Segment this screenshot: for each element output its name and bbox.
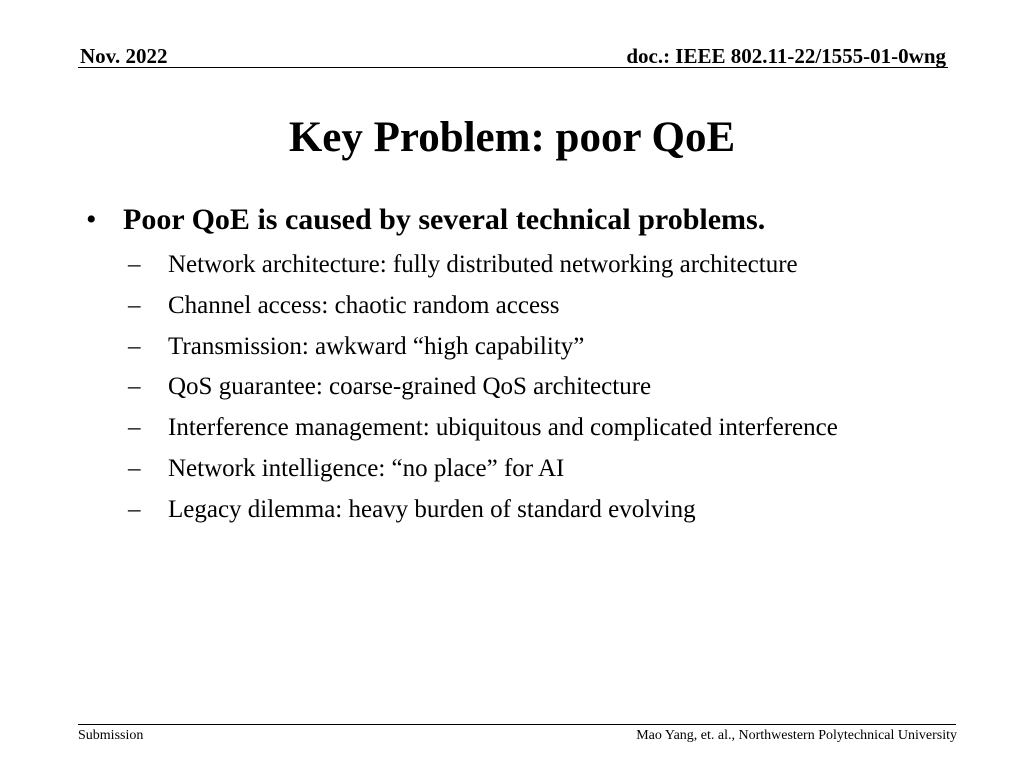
dash-icon: – (128, 332, 141, 360)
footer-submission: Submission (78, 728, 144, 743)
dash-icon: – (128, 454, 141, 482)
sub-bullet-text: Transmission: awkward “high capability” (168, 332, 585, 360)
sub-bullet-text: Network architecture: fully distributed networking architecture (168, 251, 798, 278)
dash-icon: – (128, 291, 141, 319)
sub-bullet-text: Legacy dilemma: heavy burden of standard evolving (168, 495, 696, 523)
header-divider (78, 67, 948, 68)
dash-icon: – (128, 373, 141, 401)
dash-icon: – (128, 414, 141, 442)
sub-bullet-text: QoS guarantee: coarse-grained QoS architecture (168, 373, 652, 401)
dash-icon: – (128, 495, 141, 523)
footer-divider (78, 724, 956, 725)
sub-bullet-text: Network intelligence: “no place” for AI (168, 454, 565, 482)
dash-icon: – (128, 251, 141, 278)
main-bullet-text: Poor QoE is caused by several technical problems. (123, 203, 766, 236)
slide-title: Key Problem: poor QoE (288, 114, 736, 161)
bullet-icon: • (86, 203, 97, 236)
sub-bullet-text: Interference management: ubiquitous and complicated interference (168, 414, 838, 442)
header-date: Nov. 2022 (80, 44, 168, 68)
sub-bullet-text: Channel access: chaotic random access (168, 291, 560, 319)
footer-authors: Mao Yang, et. al., Northwestern Polytechnical University (636, 728, 957, 743)
header-doc-id: doc.: IEEE 802.11-22/1555-01-0wng (626, 44, 946, 68)
